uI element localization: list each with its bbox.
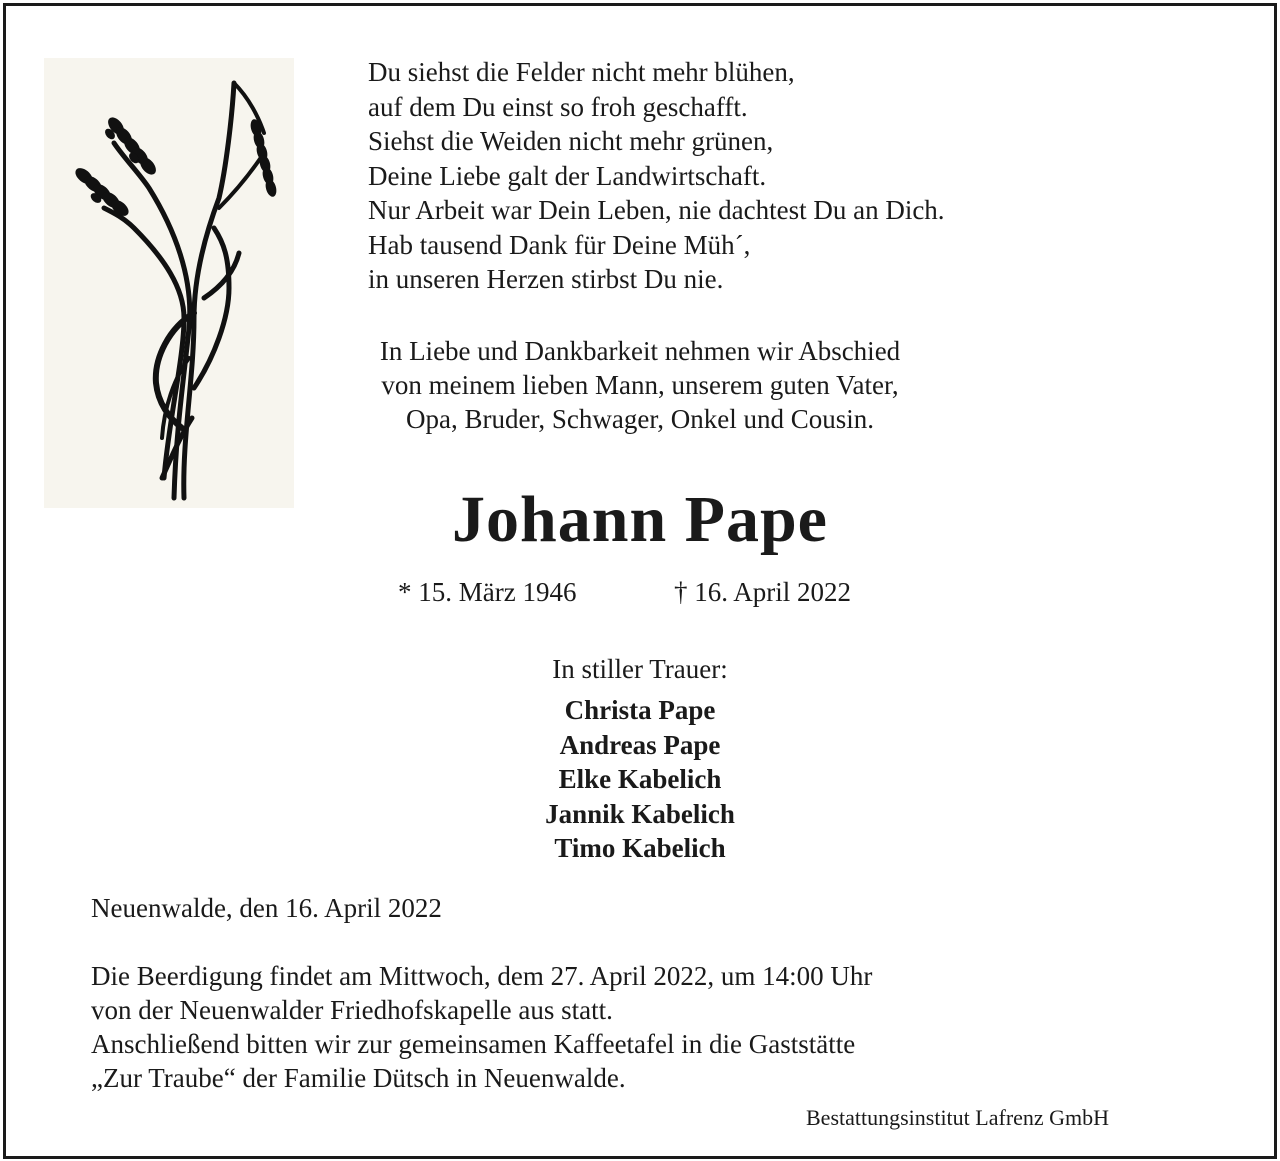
funeral-line: Anschließend bitten wir zur gemeinsamen Kaffeetafel in die Gaststätte [91, 1029, 856, 1059]
deceased-name: Johann Pape [452, 483, 828, 556]
mourner-name: Elke Kabelich [558, 764, 722, 794]
death-date: † 16. April 2022 [674, 577, 852, 607]
mourner-name: Jannik Kabelich [545, 798, 735, 829]
mourner-name: Timo Kabelich [554, 833, 726, 863]
poem-line: Deine Liebe galt der Landwirtschaft. [368, 160, 767, 191]
wheat-ears-icon [44, 58, 294, 508]
birth-date: * 15. März 1946 [398, 577, 577, 607]
farewell-line: In Liebe und Dankbarkeit nehmen wir Abschied [379, 336, 901, 366]
wheat-ears-illustration [44, 58, 294, 508]
farewell-line: von meinem lieben Mann, unserem guten Vater, [381, 370, 899, 400]
mourner-name: Andreas Pape [559, 729, 721, 760]
poem-line: Du siehst die Felder nicht mehr blühen, [368, 57, 795, 87]
farewell-text [300, 334, 980, 436]
undertaker-name: Bestattungsinstitut Lafrenz GmbH [806, 1105, 1110, 1130]
poem-line: in unseren Herzen stirbst Du nie. [368, 264, 724, 294]
poem-line: Hab tausend Dank für Deine Müh´, [368, 229, 751, 260]
farewell-line: Opa, Bruder, Schwager, Onkel und Cousin. [405, 404, 874, 434]
funeral-line: Die Beerdigung findet am Mittwoch, dem 27. April 2022, um 14:00 Uhr [91, 961, 873, 991]
funeral-line: von der Neuenwalder Friedhofskapelle aus statt. [91, 995, 613, 1025]
funeral-line: „Zur Traube“ der Familie Dütsch in Neuenwalde. [91, 1063, 626, 1093]
place-and-date: Neuenwalde, den 16. April 2022 [91, 893, 442, 923]
mourner-name: Christa Pape [564, 695, 716, 725]
mourning-intro: In stiller Trauer: [552, 654, 728, 684]
funeral-details [91, 959, 872, 1095]
poem-line: auf dem Du einst so froh geschafft. [368, 91, 748, 122]
memorial-poem [368, 55, 945, 297]
poem-line: Siehst die Weiden nicht mehr grünen, [368, 126, 774, 156]
mourners-list [0, 693, 1280, 866]
poem-line: Nur Arbeit war Dein Leben, nie dachtest Du an Dich. [368, 195, 945, 225]
